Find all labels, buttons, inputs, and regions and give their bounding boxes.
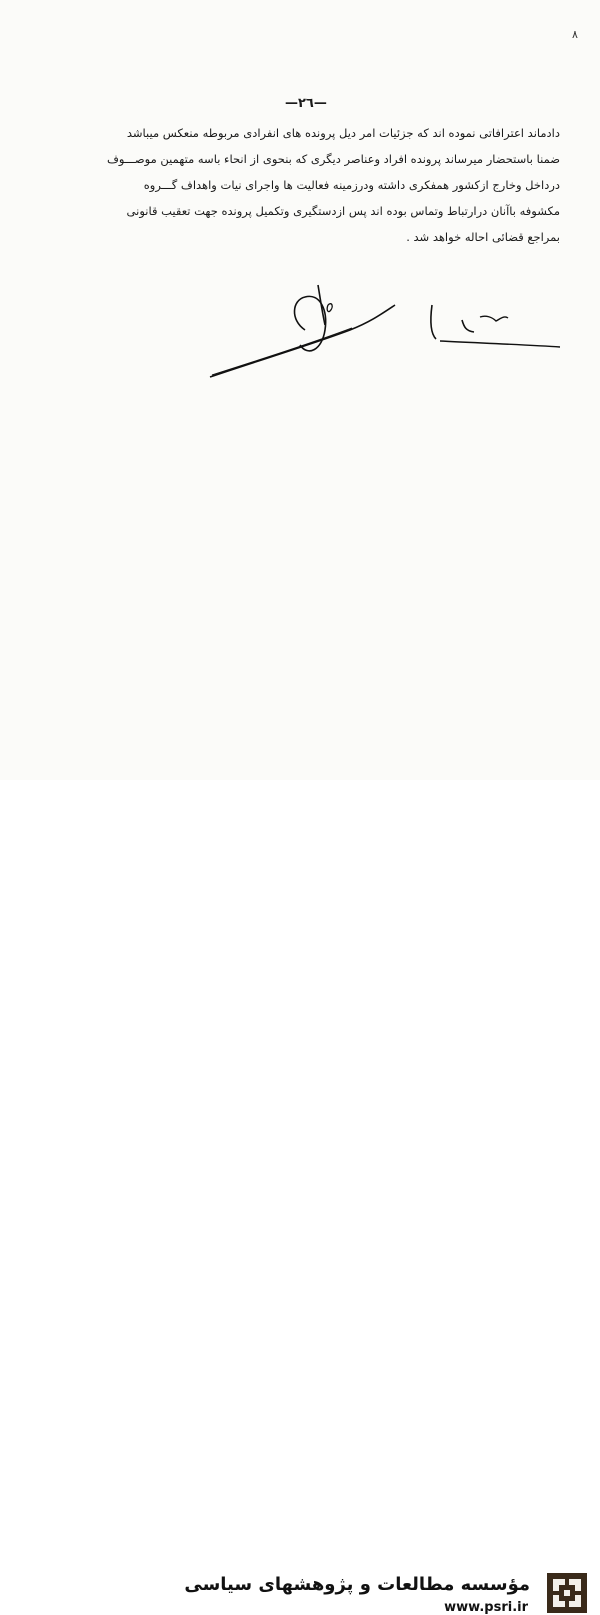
signature-stroke	[318, 285, 325, 325]
handwritten-signatures	[200, 275, 580, 385]
page-number: —٢٦—	[285, 96, 327, 111]
institute-name: مؤسسه مطالعات و پژوهشهای سیاسی	[184, 1574, 530, 1595]
body-line-4: مکشوفه باآنان درارتباط وتماس بوده اند پس ازدستگیری وتکمیل پرونده جهت تعقیب قانونی	[126, 204, 560, 218]
body-line-2: ضمنا باستحضار میرساند پرونده افراد وعناصر دیگری که بنحوی از انحاء باسه متهمین موصـــوف	[106, 152, 560, 166]
signature-stroke	[480, 316, 508, 321]
institute-logo-icon	[547, 1573, 587, 1613]
body-text	[40, 120, 560, 250]
signature-stroke	[212, 328, 352, 375]
institute-url[interactable]: www.psri.ir	[444, 1600, 528, 1615]
body-line-1: دادماند اعترافاتی نموده اند که جزئیات امر دیل پرونده های انفرادی مربوطه منعکس میباشد	[126, 126, 560, 140]
signature-stroke	[462, 320, 474, 332]
corner-mark: ٨	[572, 28, 578, 41]
footer	[0, 780, 600, 1615]
signature-stroke	[327, 304, 332, 312]
signature-stroke	[431, 305, 436, 339]
body-line-3: درداخل وخارج ازکشور همفکری داشته ودرزمینه فعالیت ها واجرای نیات واهداف گـــروه	[143, 178, 560, 192]
signature-stroke	[440, 341, 560, 347]
body-line-5: بمراجع قضائی احاله خواهد شد .	[406, 230, 560, 244]
